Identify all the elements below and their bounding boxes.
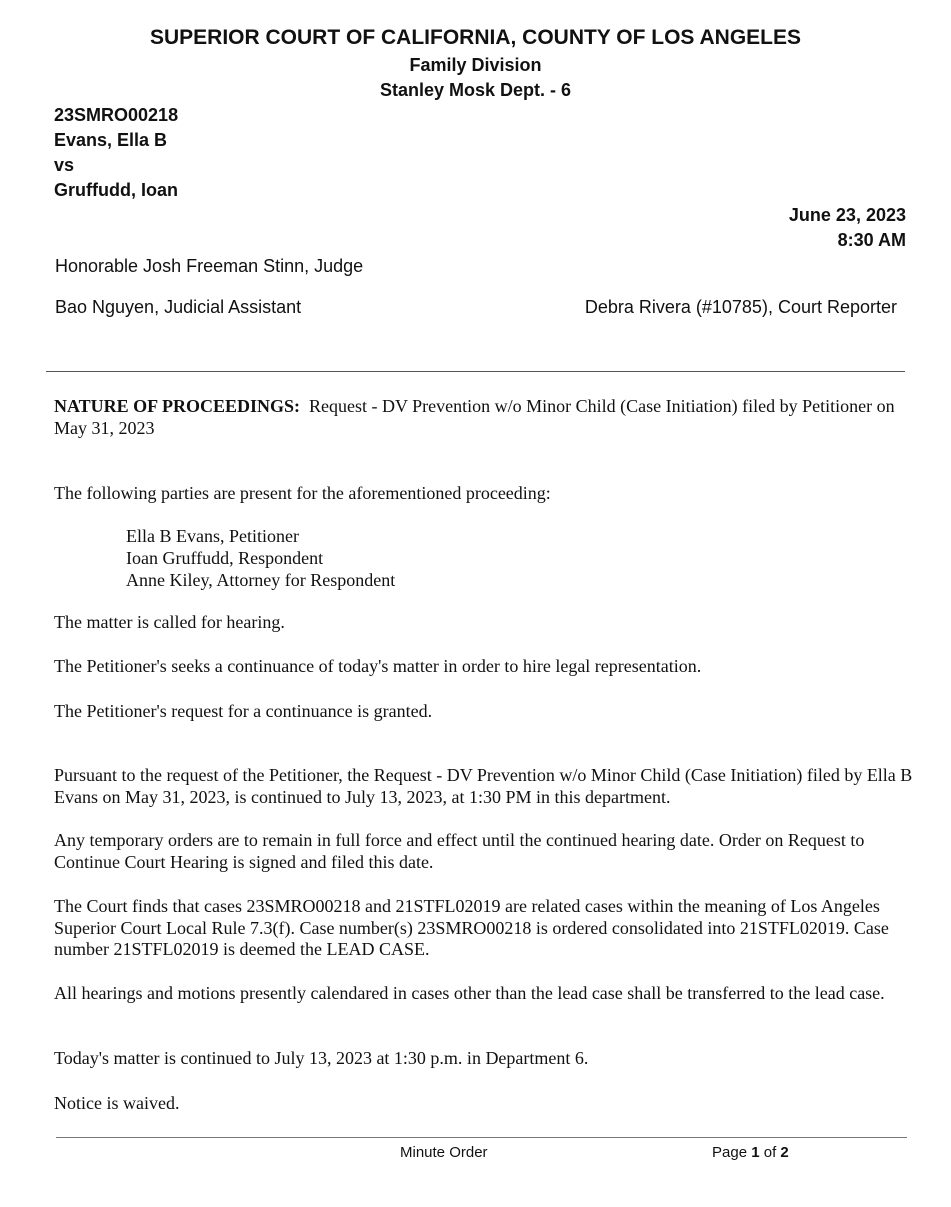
page-total: 2 bbox=[780, 1144, 789, 1161]
paragraph-continued-to: Pursuant to the request of the Petitioner, the Request - DV Prevention w/o Minor Child (Case Initiation) filed by Ella B Evans on May 31, 2023, is continued to July 13, 2023, at 1:30 PM in this department. bbox=[54, 765, 913, 807]
judge-name: Honorable Josh Freeman Stinn, Judge bbox=[55, 256, 364, 276]
division-title: Family Division bbox=[409, 55, 542, 75]
header-divider bbox=[46, 371, 905, 372]
paragraph-temporary-orders: Any temporary orders are to remain in full force and effect until the continued hearing date. Order on Request to Continue Court Hearing is signed and filed this date. bbox=[54, 830, 865, 872]
footer-divider bbox=[56, 1137, 907, 1138]
paragraph-matter-continued: Today's matter is continued to July 13, 2023 at 1:30 p.m. in Department 6. bbox=[54, 1048, 589, 1068]
versus-label: vs bbox=[54, 155, 75, 175]
court-title: SUPERIOR COURT OF CALIFORNIA, COUNTY OF LOS ANGELES bbox=[149, 26, 802, 49]
judicial-assistant: Bao Nguyen, Judicial Assistant bbox=[55, 297, 302, 317]
page-indicator bbox=[712, 1144, 789, 1161]
page-current: 1 bbox=[751, 1144, 760, 1161]
paragraph-continuance-granted: The Petitioner's request for a continuance is granted. bbox=[54, 701, 433, 721]
paragraph-related-cases: The Court finds that cases 23SMRO00218 and 21STFL02019 are related cases within the meaning of Los Angeles Superior Court Local Rule 7.3(f). Case number(s) 23SMRO00218 is ordered consolidated into 21STFL02019. Case number 21STFL02019 is deemed the LEAD CASE. bbox=[54, 896, 889, 959]
case-number: 23SMRO00218 bbox=[54, 105, 179, 125]
parties-list bbox=[126, 525, 395, 591]
nature-label: NATURE OF PROCEEDINGS: bbox=[54, 396, 301, 416]
party-item: Ioan Gruffudd, Respondent bbox=[126, 548, 324, 568]
hearing-date: June 23, 2023 bbox=[788, 205, 906, 225]
party-item: Anne Kiley, Attorney for Respondent bbox=[126, 570, 396, 590]
party-item: Ella B Evans, Petitioner bbox=[126, 526, 299, 546]
footer-title: Minute Order bbox=[400, 1144, 488, 1161]
page-of: of bbox=[763, 1144, 777, 1161]
court-reporter: Debra Rivera (#10785), Court Reporter bbox=[584, 297, 897, 317]
petitioner-name: Evans, Ella B bbox=[54, 130, 168, 150]
paragraph-continuance-sought: The Petitioner's seeks a continuance of today's matter in order to hire legal representation. bbox=[54, 656, 702, 676]
parties-intro: The following parties are present for the aforementioned proceeding: bbox=[54, 483, 551, 503]
paragraph-hearing-called: The matter is called for hearing. bbox=[54, 612, 285, 632]
hearing-time: 8:30 AM bbox=[837, 230, 906, 250]
nature-of-proceedings bbox=[54, 396, 914, 439]
paragraph-hearings-transferred: All hearings and motions presently calendared in cases other than the lead case shall be transferred to the lead case. bbox=[54, 983, 885, 1003]
respondent-name: Gruffudd, Ioan bbox=[54, 180, 178, 200]
nature-text: Request - DV Prevention w/o Minor Child (Case Initiation) filed by Petitioner on May 31, 2023 bbox=[54, 396, 895, 438]
department-title: Stanley Mosk Dept. - 6 bbox=[379, 80, 572, 100]
paragraph-notice-waived: Notice is waived. bbox=[54, 1093, 180, 1113]
page-label: Page bbox=[712, 1144, 748, 1161]
